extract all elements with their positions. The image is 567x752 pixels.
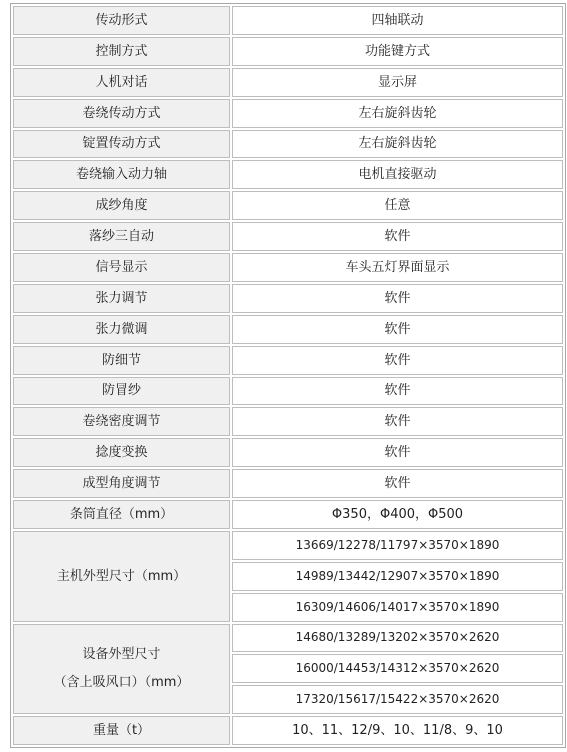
row-value: 显示屏 <box>232 68 563 97</box>
table-row <box>13 130 563 159</box>
table-row <box>13 407 563 436</box>
row-value: 四轴联动 <box>232 6 563 35</box>
table-row <box>13 315 563 344</box>
row-value: 软件 <box>232 438 563 467</box>
row-label: 人机对话 <box>13 68 230 97</box>
row-value: 软件 <box>232 222 563 251</box>
row-label: 张力微调 <box>13 315 230 344</box>
row-value: 软件 <box>232 315 563 344</box>
table-row <box>13 377 563 406</box>
row-value: 电机直接驱动 <box>232 160 563 189</box>
table-row <box>13 191 563 220</box>
table-row <box>13 716 563 745</box>
table-row <box>13 160 563 189</box>
machine-dims-value: 16309/14606/14017×3570×1890 <box>232 593 563 622</box>
equipment-dims-label <box>13 624 230 715</box>
row-label: 控制方式 <box>13 37 230 66</box>
equipment-dims-value: 17320/15617/15422×3570×2620 <box>232 685 563 714</box>
row-label: 捻度变换 <box>13 438 230 467</box>
row-label: 成纱角度 <box>13 191 230 220</box>
table-row <box>13 469 563 498</box>
row-label: 信号显示 <box>13 253 230 282</box>
table-row <box>13 253 563 282</box>
row-value: 软件 <box>232 407 563 436</box>
machine-dims-label: 主机外型尺寸（mm） <box>13 531 230 622</box>
equipment-dims-value: 16000/14453/14312×3570×2620 <box>232 654 563 683</box>
row-label: 条筒直径（mm） <box>13 500 230 529</box>
row-label: 防冒纱 <box>13 377 230 406</box>
machine-dims-value: 13669/12278/11797×3570×1890 <box>232 531 563 560</box>
machine-dims-value: 14989/13442/12907×3570×1890 <box>232 562 563 591</box>
table-row <box>13 99 563 128</box>
row-value: 软件 <box>232 377 563 406</box>
row-value: 任意 <box>232 191 563 220</box>
weight-label: 重量（t） <box>13 716 230 745</box>
row-label: 防细节 <box>13 346 230 375</box>
table-row <box>13 6 563 35</box>
spec-table <box>10 3 566 748</box>
row-label: 卷绕输入动力轴 <box>13 160 230 189</box>
row-value: Φ350，Φ400，Φ500 <box>232 500 563 529</box>
table-row <box>13 68 563 97</box>
row-value: 左右旋斜齿轮 <box>232 99 563 128</box>
row-label: 卷绕密度调节 <box>13 407 230 436</box>
equipment-dims-label-line2: （含上吸风口）（mm） <box>53 674 190 690</box>
row-value: 软件 <box>232 346 563 375</box>
row-value: 软件 <box>232 469 563 498</box>
equipment-dims-value: 14680/13289/13202×3570×2620 <box>232 624 563 653</box>
table-row <box>13 346 563 375</box>
table-row <box>13 222 563 251</box>
row-label: 锭置传动方式 <box>13 130 230 159</box>
table-row <box>13 37 563 66</box>
spec-table-body <box>13 6 563 745</box>
table-row <box>13 531 563 560</box>
row-label: 传动形式 <box>13 6 230 35</box>
row-value: 软件 <box>232 284 563 313</box>
table-row <box>13 438 563 467</box>
row-label: 卷绕传动方式 <box>13 99 230 128</box>
row-label: 张力调节 <box>13 284 230 313</box>
table-row <box>13 284 563 313</box>
table-row <box>13 500 563 529</box>
weight-value: 10、11、12/9、10、11/8、9、10 <box>232 716 563 745</box>
row-label: 成型角度调节 <box>13 469 230 498</box>
row-value: 车头五灯界面显示 <box>232 253 563 282</box>
row-label: 落纱三自动 <box>13 222 230 251</box>
row-value: 功能键方式 <box>232 37 563 66</box>
equipment-dims-label-line1: 设备外型尺寸 <box>82 646 161 662</box>
row-value: 左右旋斜齿轮 <box>232 130 563 159</box>
table-row <box>13 624 563 653</box>
